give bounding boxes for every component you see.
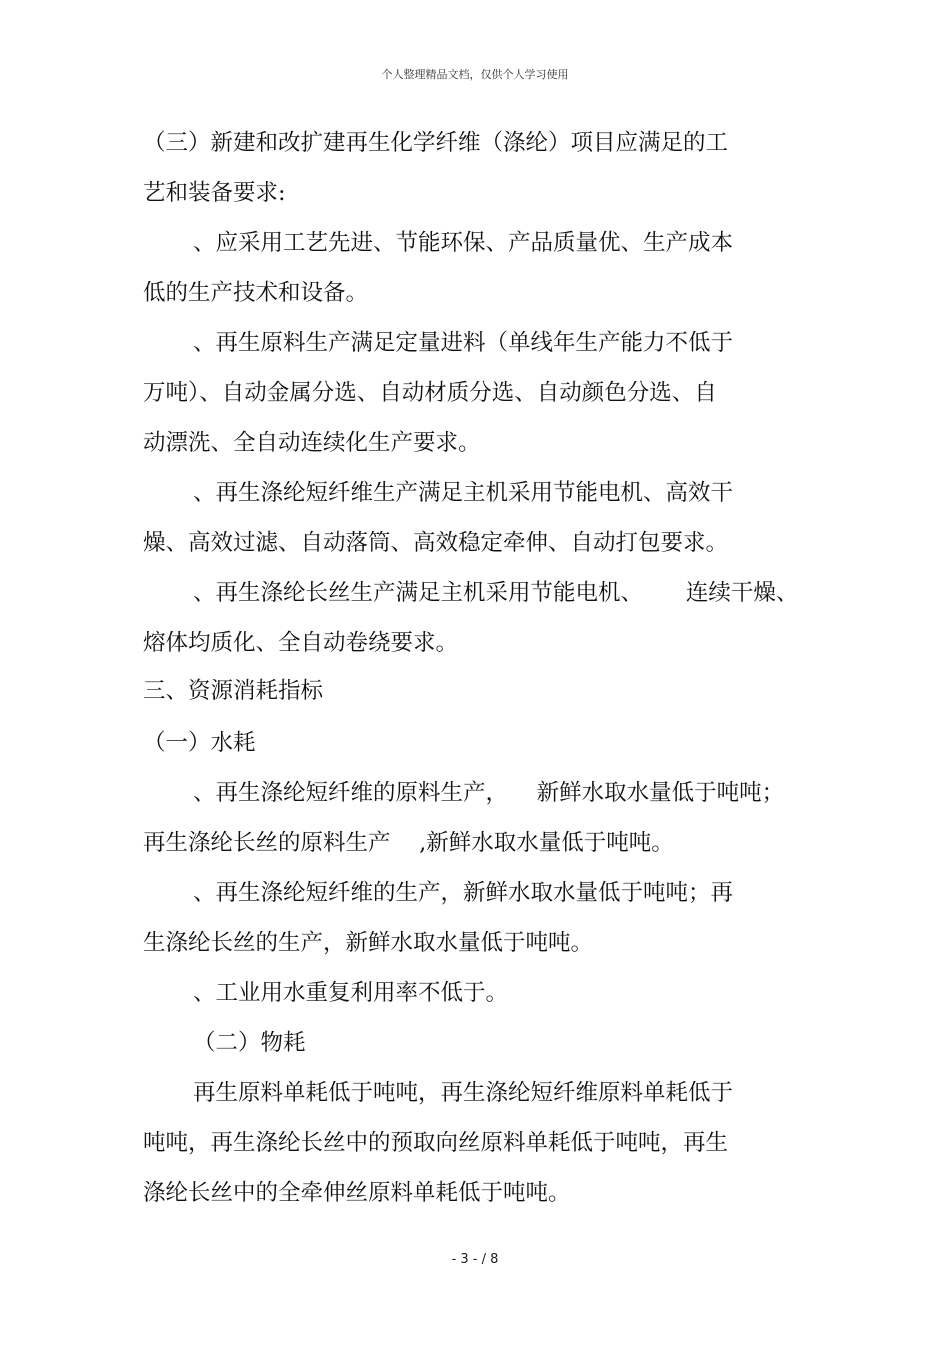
- text-line: 、再生涤纶短纤维生产满足主机采用节能电机、高效干: [193, 480, 734, 506]
- text-line: 吨吨，再生涤纶长丝中的预取向丝原料单耗低于吨吨，再生: [143, 1130, 729, 1156]
- text-line: 再生原料单耗低于吨吨，再生涤纶短纤维原料单耗低于: [193, 1080, 734, 1106]
- text-line: （三）新建和改扩建再生化学纤维（涤纶）项目应满足的工: [143, 130, 729, 156]
- text-line: 生涤纶长丝的生产，新鲜水取水量低于吨吨。: [143, 930, 594, 956]
- text-line: 再生涤纶长丝的原料生产 ,新鲜水取水量低于吨吨。: [143, 830, 674, 856]
- text-line: 、再生涤纶短纤维的生产，新鲜水取水量低于吨吨；再: [193, 880, 734, 906]
- page-number: - 3 - / 8: [451, 1252, 499, 1267]
- text-line: 、再生原料生产满足定量进料（单线年生产能力不低于: [193, 330, 734, 356]
- text-line: 动漂洗、全自动连续化生产要求。: [143, 430, 481, 456]
- subsection-heading: （一）水耗: [143, 730, 256, 756]
- text-line: 、工业用水重复利用率不低于。: [193, 980, 509, 1006]
- section-heading: 三、资源消耗指标: [143, 678, 324, 704]
- text-line: 万吨）、自动金属分选、自动材质分选、自动颜色分选、自: [143, 380, 717, 406]
- text-line: 熔体均质化、全自动卷绕要求。: [143, 630, 459, 656]
- text-line: 、应采用工艺先进、节能环保、产品质量优、生产成本: [193, 230, 734, 256]
- text-line: 、再生涤纶长丝生产满足主机采用节能电机、 连续干燥、: [193, 580, 799, 606]
- text-line: 、再生涤纶短纤维的原料生产， 新鲜水取水量低于吨吨；: [193, 780, 785, 806]
- page-header: 个人整理精品文档，仅供个人学习使用: [381, 68, 569, 81]
- subsection-heading: （二）物耗: [193, 1030, 306, 1056]
- text-line: 艺和装备要求:: [143, 180, 286, 206]
- text-line: 燥、高效过滤、自动落筒、高效稳定牵伸、自动打包要求。: [143, 530, 729, 556]
- text-line: 低的生产技术和设备。: [143, 280, 369, 306]
- text-line: 涤纶长丝中的全牵伸丝原料单耗低于吨吨。: [143, 1180, 571, 1206]
